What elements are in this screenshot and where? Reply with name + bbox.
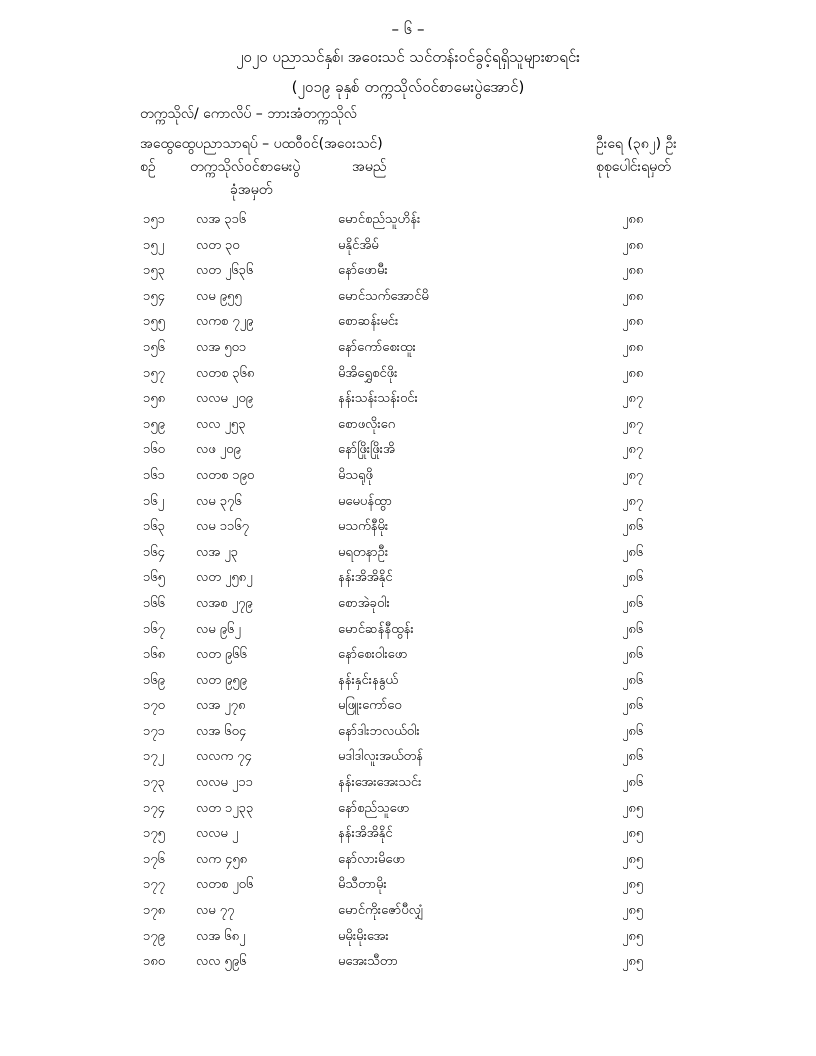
student-name: နန်းသန်းသန်းဝင်း — [338, 391, 418, 407]
subject-label: အထွေထွေပညာသာရပ် – ပထဝီဝင်(အဝေးသင်) — [140, 136, 383, 152]
total-marks: ၂၈၇ — [622, 442, 644, 458]
total-marks: ၂၈၆ — [622, 595, 644, 611]
total-marks: ၂၈၈ — [622, 288, 644, 304]
table-row — [0, 668, 816, 694]
row-number: ၁၇၁ — [143, 723, 165, 739]
table-row — [0, 386, 816, 412]
table-row — [0, 821, 816, 847]
table-row — [0, 309, 816, 335]
student-name: မောင်သက်အောင်မိ — [338, 288, 429, 304]
total-marks: ၂၈၅ — [622, 800, 644, 816]
total-marks: ၂၈၈ — [622, 365, 644, 381]
total-marks: ၂၈၆ — [622, 544, 644, 560]
table-row — [0, 540, 816, 566]
row-number: ၁၇၃ — [143, 775, 165, 791]
student-name: နော်ကော်စေးထူး — [338, 339, 416, 355]
total-marks: ၂၈၅ — [622, 903, 644, 919]
roll-number: လလက ၇၄ — [196, 749, 252, 765]
student-name: မဒါဒါလူးအယ်တန် — [338, 749, 423, 765]
table-row — [0, 284, 816, 310]
table-row — [0, 207, 816, 233]
roll-number: လမ ၉၅၅ — [196, 288, 242, 304]
roll-number: လမ ၃၇၆ — [196, 493, 242, 509]
roll-number: လကစ ၇၂၉ — [196, 314, 254, 330]
table-row — [0, 463, 816, 489]
row-number: ၁၆၅ — [143, 570, 165, 586]
table-row — [0, 924, 816, 950]
total-marks: ၂၈၇ — [622, 467, 644, 483]
column-header-roll: တက္ကသိုလ်ဝင်စာမေးပွဲ — [190, 159, 301, 175]
student-name: နန်းနှင်းနနွယ် — [338, 672, 399, 688]
table-row — [0, 565, 816, 591]
table-row — [0, 847, 816, 873]
row-number: ၁၅၇ — [143, 365, 165, 381]
row-number: ၁၆၂ — [143, 493, 165, 509]
row-number: ၁၅၃ — [143, 263, 165, 279]
table-row — [0, 744, 816, 770]
roll-number: လအ ၆၀၄ — [196, 723, 247, 739]
table-row — [0, 437, 816, 463]
student-name: စောဆန်းမင်း — [338, 314, 399, 330]
student-name: မောင်ကိုးဇော်ပီလျှံ — [338, 903, 424, 919]
total-marks: ၂၈၆ — [622, 749, 644, 765]
roll-number: လအ ၂၇၈ — [196, 698, 246, 714]
row-number: ၁၅၁ — [143, 212, 165, 227]
total-marks: ၂၈၆ — [622, 519, 644, 535]
page-number: – ၆ – — [391, 20, 425, 38]
student-name: နော်ဖောမီး — [338, 263, 388, 279]
row-number: ၁၇၅ — [143, 826, 165, 842]
roll-number: လတ ၁၂၃၃ — [196, 800, 254, 816]
roll-number: လအ ၂၃ — [196, 544, 238, 560]
student-name: မရတနာဦး — [338, 544, 389, 560]
student-name: မသက်နီမိုး — [338, 519, 389, 535]
results-table — [0, 207, 816, 975]
table-row — [0, 412, 816, 438]
row-number: ၁၇၂ — [143, 749, 165, 765]
student-name: နော်လားမိဖော — [338, 851, 406, 867]
student-name: နော်ဖြိုးဖြိုးအိ — [338, 442, 395, 458]
table-row — [0, 872, 816, 898]
total-marks: ၂၈၆ — [622, 672, 644, 688]
table-row — [0, 719, 816, 745]
total-marks: ၂၈၇ — [622, 493, 644, 509]
student-name: နန်းအိအိနိုင် — [338, 570, 393, 586]
roll-number: လအ ၆၈၂ — [196, 928, 246, 944]
total-marks: ၂၈၆ — [622, 570, 644, 586]
student-name: နော်စည်သူဖော — [338, 800, 410, 816]
roll-number: လလမ ၂၀၉ — [196, 391, 253, 407]
roll-number: လအ ၅၀၁ — [196, 339, 247, 355]
roll-number: လလမ ၂၁၁ — [196, 775, 253, 791]
student-name: မမိုးမိုးအေး — [338, 928, 389, 944]
total-marks: ၂၈၅ — [622, 877, 644, 893]
row-number: ၁၅၄ — [143, 288, 165, 304]
student-name: နော်ဒါးဘလယ်ဝါး — [338, 723, 420, 739]
student-name: စောဖလိုးဂေ — [338, 416, 396, 432]
table-row — [0, 361, 816, 387]
student-name: မအေးသီတာ — [338, 954, 398, 970]
table-row — [0, 642, 816, 668]
table-row — [0, 233, 816, 259]
student-name: မိအိရွှေစင်ဖိုး — [338, 365, 398, 381]
row-number: ၁၇၄ — [143, 800, 165, 816]
roll-number: လတစ ၃၆၈ — [196, 365, 255, 381]
roll-number: လလ ၂၅၃ — [196, 416, 246, 432]
student-name: နန်းအေးအေးသင်း — [338, 775, 422, 791]
document-subtitle: (၂၀၁၉ ခုနှစ် တက္ကသိုလ်ဝင်စာမေးပွဲအောင်) — [291, 78, 525, 96]
student-name: စောအဲခုဝါး — [338, 595, 390, 611]
table-row — [0, 335, 816, 361]
roll-number: လလ ၅၉၆ — [196, 954, 247, 970]
table-row — [0, 796, 816, 822]
row-number: ၁၈၀ — [143, 954, 166, 970]
row-number: ၁၆၃ — [143, 519, 165, 535]
student-name: မဖြူးကော်ဝေ — [338, 698, 402, 714]
table-row — [0, 693, 816, 719]
column-header-marks: စုစုပေါင်းရမှတ် — [596, 159, 671, 175]
roll-number: လမ ၇၇ — [196, 903, 235, 919]
student-name: မမေပန်ထွာ — [338, 493, 392, 509]
row-number: ၁၅၆ — [143, 339, 165, 355]
table-row — [0, 258, 816, 284]
row-number: ၁၇၀ — [143, 698, 165, 714]
row-number: ၁၇၉ — [143, 928, 165, 944]
row-number: ၁၇၇ — [143, 877, 165, 893]
student-name: မိသရုဖို — [338, 467, 373, 483]
roll-number: လအစ ၂၇၉ — [196, 595, 253, 611]
row-number: ၁၅၅ — [143, 314, 165, 330]
table-row — [0, 949, 816, 975]
total-marks: ၂၈၈ — [622, 314, 644, 330]
student-name: မိသီတာမိုး — [338, 877, 387, 893]
row-number: ၁၆၆ — [143, 595, 165, 611]
roll-number: လတ ၉၆၆ — [196, 647, 247, 663]
roll-number: လမ ၉၆၂ — [196, 621, 241, 637]
student-name: မောင်ဆန်နီထွန်း — [338, 621, 414, 637]
student-name: မောင်စည်သူဟိန်း — [338, 212, 421, 227]
row-number: ၁၅၉ — [143, 416, 165, 432]
row-number: ၁၇၈ — [143, 903, 166, 919]
row-number: ၁၆၈ — [143, 647, 166, 663]
total-marks: ၂၈၅ — [622, 928, 644, 944]
roll-number: လတ ၂၆၃၆ — [196, 263, 254, 279]
total-marks: ၂၈၆ — [622, 621, 644, 637]
total-marks: ၂၈၈ — [622, 339, 644, 355]
row-number: ၁၅၂ — [143, 237, 165, 253]
total-marks: ၂၈၆ — [622, 698, 644, 714]
row-number: ၁၆၁ — [143, 467, 165, 483]
total-marks: ၂၈၈ — [622, 263, 644, 279]
student-name: နန်းအိအိနိုင် — [338, 826, 393, 842]
roll-number: လတစ ၁၉၀ — [196, 467, 255, 483]
table-row — [0, 898, 816, 924]
table-row — [0, 617, 816, 643]
row-number: ၁၇၆ — [143, 851, 165, 867]
row-number: ၁၆၀ — [143, 442, 165, 458]
roll-number: လတစ ၂၀၆ — [196, 877, 254, 893]
row-number: ၁၅၈ — [143, 391, 166, 407]
column-header-roll-sub: ခုံအမှတ် — [230, 182, 273, 198]
student-name: မနိုင်အိမ် — [338, 237, 379, 253]
roll-number: လလမ ၂ — [196, 826, 239, 842]
roll-number: လက ၄၅၈ — [196, 851, 248, 867]
roll-number: လတ ၉၅၉ — [196, 672, 247, 688]
student-name: နော်စေးဝါးဖော — [338, 647, 408, 663]
roll-number: လမ ၁၁၆၇ — [196, 519, 249, 535]
total-marks: ၂၈၇ — [622, 416, 644, 432]
total-marks: ၂၈၇ — [622, 391, 644, 407]
student-count: ဦးရေ (၃၈၂) ဦး — [596, 136, 677, 152]
row-number: ၁၆၉ — [143, 672, 165, 688]
total-marks: ၂၈၆ — [622, 775, 644, 791]
roll-number: လတ ၃၀ — [196, 237, 240, 253]
total-marks: ၂၈၈ — [622, 237, 644, 253]
roll-number: လအ ၃၁၆ — [196, 212, 247, 227]
total-marks: ၂၈၅ — [622, 851, 644, 867]
column-header-name: အမည် — [352, 159, 387, 175]
total-marks: ၂၈၅ — [622, 954, 644, 970]
roll-number: လတ ၂၅၈၂ — [196, 570, 253, 586]
column-header-no: စဉ် — [140, 159, 156, 175]
total-marks: ၂၈၅ — [622, 826, 644, 842]
document-title: ၂၀၂၀ ပညာသင်နှစ်၊ အဝေးသင် သင်တန်းဝင်ခွင့်ရရှိသူများစာရင်း — [236, 48, 580, 66]
total-marks: ၂၈၆ — [622, 647, 644, 663]
table-row — [0, 591, 816, 617]
university-label: တက္ကသိုလ်/ ကောလိပ် – ဘားအံတက္ကသိုလ် — [140, 106, 357, 122]
table-row — [0, 514, 816, 540]
total-marks: ၂၈၈ — [622, 212, 644, 227]
table-row — [0, 489, 816, 515]
row-number: ၁၆၇ — [143, 621, 165, 637]
total-marks: ၂၈၆ — [622, 723, 644, 739]
roll-number: လဖ ၂၀၉ — [196, 442, 241, 458]
table-row — [0, 770, 816, 796]
row-number: ၁၆၄ — [143, 544, 165, 560]
